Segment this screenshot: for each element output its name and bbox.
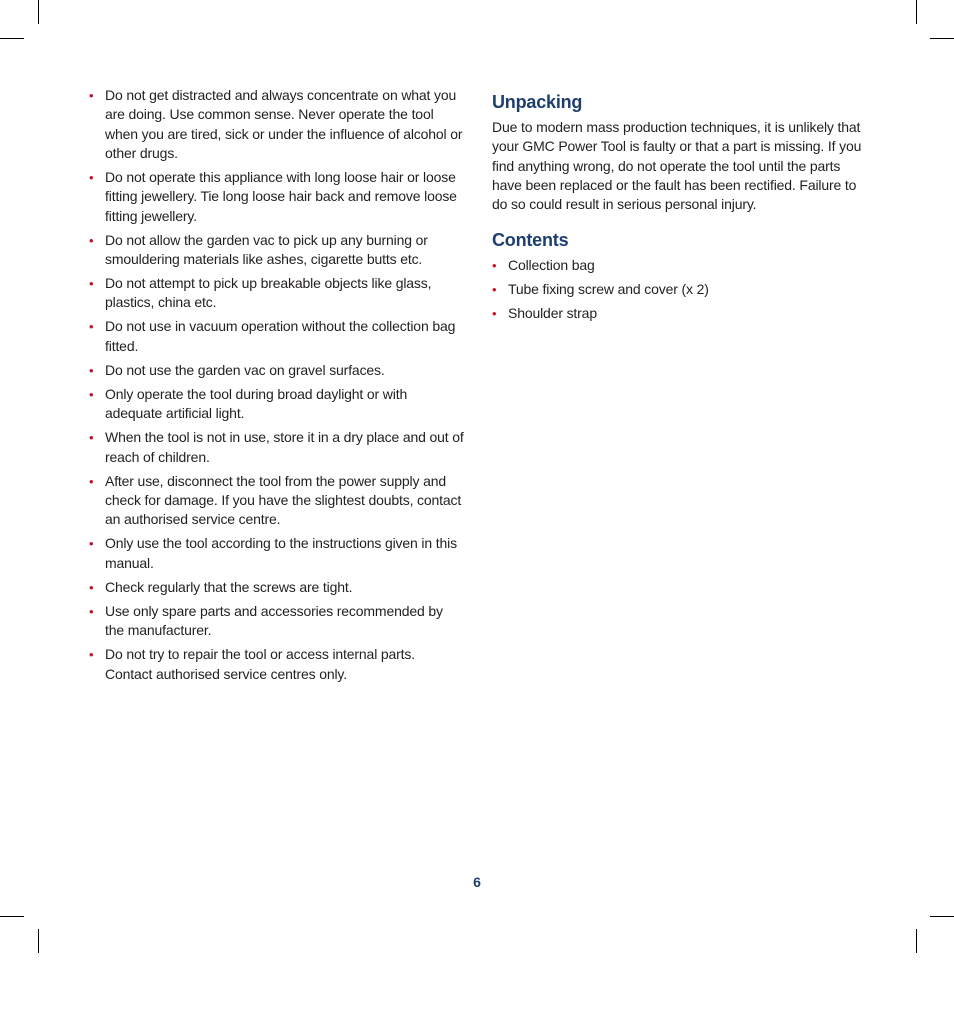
bullet-icon: • xyxy=(492,306,497,322)
bullet-icon: • xyxy=(89,319,94,335)
list-item: • Do not use in vacuum operation without the collection bag fitted. xyxy=(89,318,456,354)
crop-mark xyxy=(916,929,917,953)
bullet-icon: • xyxy=(89,362,94,378)
list-item: • Collection bag xyxy=(492,256,872,275)
bullet-icon: • xyxy=(89,430,94,446)
crop-mark xyxy=(916,0,917,24)
bullet-icon: • xyxy=(89,473,94,489)
list-item: • Check regularly that the screws are tight. xyxy=(89,578,464,597)
crop-mark xyxy=(0,38,24,39)
unpacking-heading: Unpacking xyxy=(492,92,583,112)
unpacking-paragraph: Due to modern mass production techniques, it is unlikely that your GMC Power Tool is faulty or that a part is missing. If you find anything wrong, do not operate the tool until the parts have been replaced or the fault has been rectified. Failure to do so could result in serious personal injury. xyxy=(492,119,862,213)
bullet-icon: • xyxy=(492,258,497,274)
bullet-icon: • xyxy=(89,647,94,663)
bullet-icon: • xyxy=(89,232,94,248)
list-item: • Do not attempt to pick up breakable objects like glass, plastics, china etc. xyxy=(89,275,432,311)
list-item: • Shoulder strap xyxy=(492,304,872,323)
bullet-icon: • xyxy=(89,579,94,595)
page-number: 6 xyxy=(473,874,481,890)
contents-heading: Contents xyxy=(492,230,569,251)
crop-mark xyxy=(930,38,954,39)
list-item: • Do not get distracted and always concentrate on what you are doing. Use common sense. Never operate the tool when you are tired, sick or under the influence of alcohol or other drugs. xyxy=(89,87,463,161)
bullet-icon: • xyxy=(89,276,94,292)
list-item: • Only use the tool according to the instructions given in this manual. xyxy=(89,535,457,571)
crop-mark xyxy=(0,916,24,917)
info-column xyxy=(492,90,872,328)
list-item: • Tube fixing screw and cover (x 2) xyxy=(492,280,872,299)
bullet-icon: • xyxy=(492,282,497,298)
list-item: • Do not allow the garden vac to pick up any burning or smouldering materials like ashes, cigarette butts etc. xyxy=(89,231,428,267)
crop-mark xyxy=(930,916,954,917)
list-item: • After use, disconnect the tool from the power supply and check for damage. If you have the slightest doubts, contact an authorised service centre. xyxy=(89,472,462,528)
list-item: • Use only spare parts and accessories recommended by the manufacturer. xyxy=(89,602,443,639)
bullet-icon: • xyxy=(89,536,94,552)
safety-bullet-list xyxy=(89,86,464,684)
list-item: • Do not use the garden vac on gravel surfaces. xyxy=(89,361,464,380)
list-item: • Do not operate this appliance with long loose hair or loose fitting jewellery. Tie long loose hair back and remove loose fitting jewellery. xyxy=(89,168,457,224)
bullet-icon: • xyxy=(89,169,94,185)
bullet-icon: • xyxy=(89,603,94,619)
contents-list xyxy=(492,256,872,323)
list-item: • Do not try to repair the tool or access internal parts. Contact authorised service centres only. xyxy=(89,646,416,682)
bullet-icon: • xyxy=(89,88,94,103)
crop-mark xyxy=(38,929,39,953)
crop-mark xyxy=(38,0,39,24)
safety-instructions-column xyxy=(89,86,464,689)
bullet-icon: • xyxy=(89,386,94,402)
list-item: • Only operate the tool during broad daylight or with adequate artificial light. xyxy=(89,385,408,422)
list-item: • When the tool is not in use, store it in a dry place and out of reach of children. xyxy=(89,429,464,465)
